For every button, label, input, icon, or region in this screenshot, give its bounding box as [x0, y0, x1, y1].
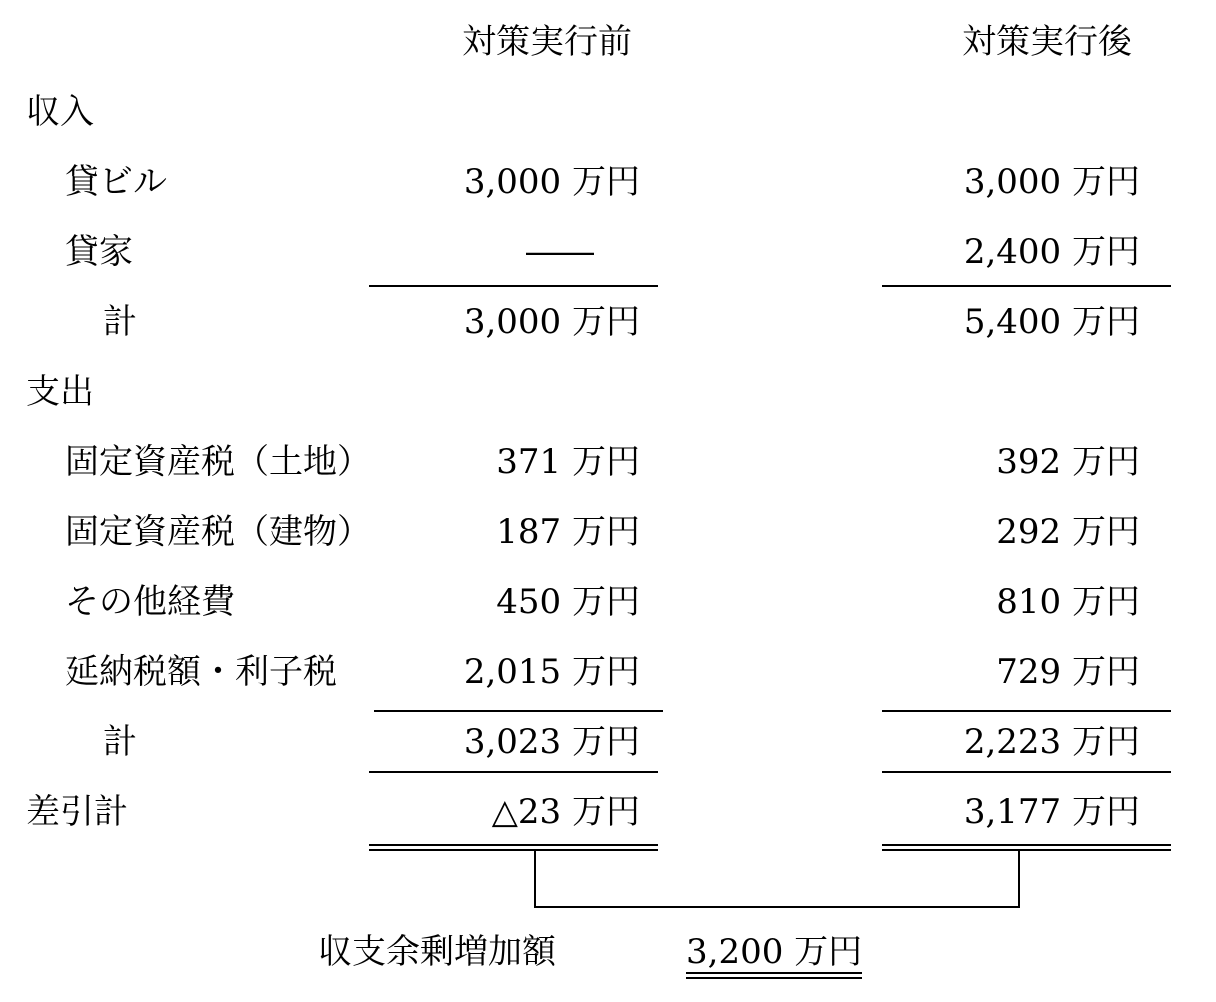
income-subtotal-label: 計 [103, 302, 137, 342]
expense-row-after: 729 万円 [996, 652, 1140, 692]
net-label: 差引計 [26, 792, 128, 832]
income-row-after: 2,400 万円 [963, 232, 1140, 272]
expense-row-label: 延納税額・利子税 [65, 652, 337, 692]
income-subtotal-rule-before [369, 285, 658, 287]
expense-row-label: 固定資産税（土地） [65, 442, 371, 482]
net-double-rule-after [882, 844, 1171, 851]
income-row-before: ―― [526, 232, 594, 272]
expense-subtotal-before: 3,023 万円 [463, 722, 640, 762]
increase-double-underline [686, 972, 862, 979]
expense-subtotal-after: 2,223 万円 [963, 722, 1140, 762]
expense-row-before: 450 万円 [496, 582, 640, 622]
net-after: 3,177 万円 [963, 792, 1140, 832]
connector-right [1018, 850, 1020, 908]
expense-row-label: その他経費 [65, 582, 235, 622]
connector-left [534, 850, 536, 908]
header-before: 対策実行前 [462, 22, 632, 62]
income-subtotal-before: 3,000 万円 [463, 302, 640, 342]
income-subtotal-rule-after [882, 285, 1171, 287]
net-double-rule-before [369, 844, 658, 851]
income-subtotal-after: 5,400 万円 [963, 302, 1140, 342]
expense-row-label: 固定資産税（建物） [65, 512, 371, 552]
expense-row-after: 810 万円 [996, 582, 1140, 622]
expense-row-after: 392 万円 [996, 442, 1140, 482]
income-row-before: 3,000 万円 [463, 162, 640, 202]
expense-row-before: 187 万円 [496, 512, 640, 552]
income-row-label: 貸家 [65, 232, 133, 272]
expense-row-before: 371 万円 [496, 442, 640, 482]
expense-subtotal-rule-before [374, 710, 663, 712]
expense-row-before: 2,015 万円 [463, 652, 640, 692]
net-rule-before [369, 771, 658, 773]
expense-subtotal-rule-after [882, 710, 1171, 712]
income-row-label: 貸ビル [65, 162, 167, 202]
expense-title: 支出 [26, 372, 94, 412]
income-row-after: 3,000 万円 [963, 162, 1140, 202]
increase-value: 3,200 万円 [686, 932, 863, 972]
header-after: 対策実行後 [962, 22, 1132, 62]
expense-row-after: 292 万円 [996, 512, 1140, 552]
increase-label: 収支余剰増加額 [318, 932, 556, 972]
expense-subtotal-label: 計 [103, 722, 137, 762]
connector-bottom [534, 906, 1020, 908]
net-rule-after [882, 771, 1171, 773]
net-before: △23 万円 [491, 792, 640, 832]
income-title: 収入 [26, 92, 94, 132]
increase-value-wrap [686, 932, 862, 972]
